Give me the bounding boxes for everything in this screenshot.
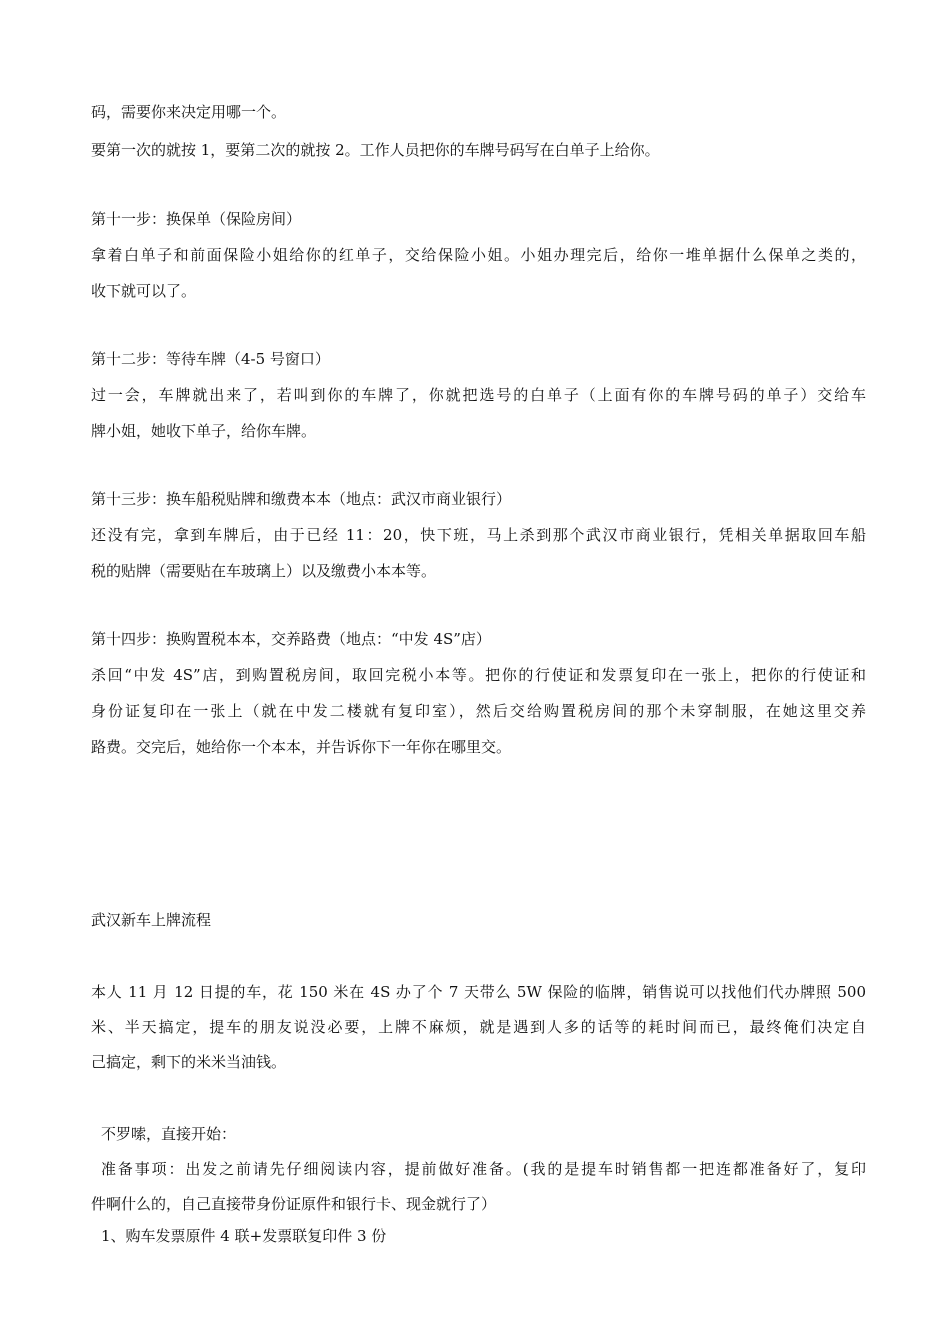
text-line: 准备事项：出发之前请先仔细阅读内容，提前做好准备。(我的是提车时销售都一把连都准备好了，复印 [101, 1160, 866, 1178]
text-line: 收下就可以了。 [91, 282, 197, 300]
text-line: 税的贴牌（需要贴在车玻璃上）以及缴费小本本等。 [91, 562, 437, 580]
text-line: 拿着白单子和前面保险小姐给你的红单子，交给保险小姐。小姐办理完后，给你一堆单据什么保单之类的， [91, 246, 866, 264]
text-line: 本人 11 月 12 日提的车，花 150 米在 4S 办了个 7 天带么 5W 保险的临牌，销售说可以找他们代办牌照 500 [91, 983, 866, 1001]
section-heading-step-12: 第十二步：等待车牌（4-5 号窗口） [91, 350, 330, 368]
section-heading-step-13: 第十三步：换车船税贴牌和缴费本本（地点：武汉市商业银行） [91, 490, 512, 508]
text-line: 牌小姐，她收下单子，给你车牌。 [91, 422, 317, 440]
text-line: 件啊什么的，自己直接带身份证原件和银行卡、现金就行了） [91, 1195, 497, 1213]
text-line: 路费。交完后，她给你一个本本，并告诉你下一年你在哪里交。 [91, 738, 512, 756]
section-heading-step-11: 第十一步：换保单（保险房间） [91, 210, 302, 228]
section-heading-step-14: 第十四步：换购置税本本，交养路费（地点：“中发 4S”店） [91, 630, 491, 648]
text-line: 不罗嗦，直接开始： [101, 1125, 237, 1143]
text-line: 米、半天搞定，提车的朋友说没必要，上牌不麻烦，就是遇到人多的话等的耗时间而已，最终俺们决定自 [91, 1018, 866, 1036]
text-line: 码，需要你来决定用哪一个。 [91, 103, 287, 121]
text-line: 己搞定，剩下的米米当油钱。 [91, 1053, 287, 1071]
text-line: 杀回“中发 4S”店，到购置税房间，取回完税小本等。把你的行使证和发票复印在一张上，把你的行使证和 [91, 666, 866, 684]
text-line: 过一会，车牌就出来了，若叫到你的车牌了，你就把选号的白单子（上面有你的车牌号码的单子）交给车 [91, 386, 866, 404]
text-line: 要第一次的就按 1，要第二次的就按 2。工作人员把你的车牌号码写在白单子上给你。 [91, 141, 660, 159]
list-item: 1、购车发票原件 4 联+发票联复印件 3 份 [101, 1227, 387, 1245]
article-title: 武汉新车上牌流程 [91, 911, 212, 929]
text-line: 还没有完，拿到车牌后，由于已经 11：20，快下班，马上杀到那个武汉市商业银行，凭相关单据取回车船 [91, 526, 866, 544]
text-line: 身份证复印在一张上（就在中发二楼就有复印室），然后交给购置税房间的那个未穿制服，在她这里交养 [91, 702, 866, 720]
